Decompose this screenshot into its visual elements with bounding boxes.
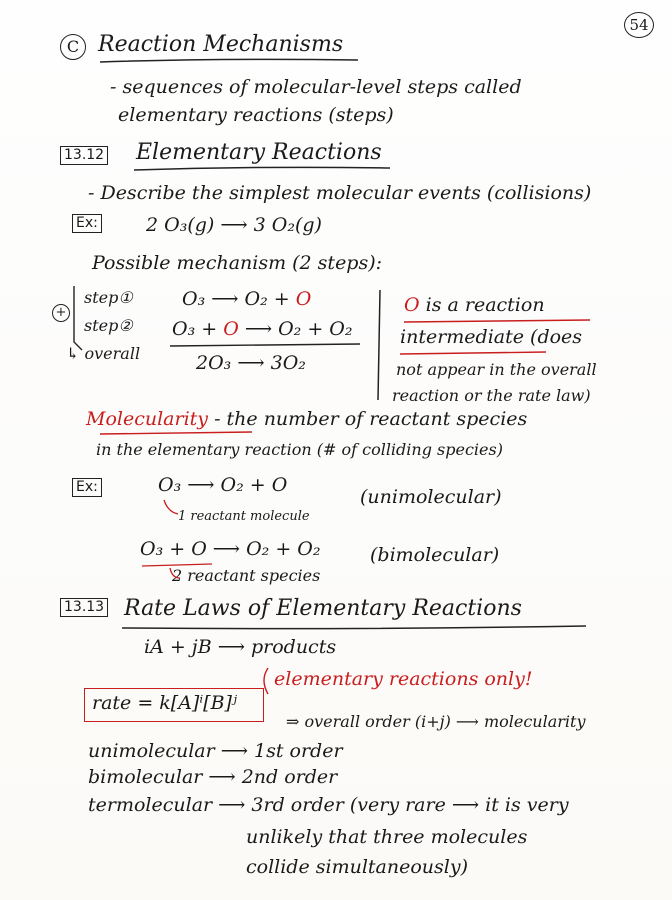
general-reaction: iA + jB ⟶ products [144,636,337,658]
unimolecular-label: (unimolecular) [360,486,502,508]
rate-law: rate = k[A]ⁱ[B]ʲ [92,692,237,714]
plus-circle-icon: + [52,304,70,322]
example-label-2: Ex: [72,478,102,497]
termolecular-order: termolecular ⟶ 3rd order (very rare ⟶ it is very [88,794,569,816]
intermediate-note-4: reaction or the rate law) [392,386,591,405]
section-heading-2: Rate Laws of Elementary Reactions [124,596,522,621]
example-reaction: 2 O₃(g) ⟶ 3 O₂(g) [146,214,322,236]
intermediate-note-3: not appear in the overall [396,360,597,379]
intermediate-note-2: intermediate (does [400,326,583,348]
termolecular-note-3: collide simultaneously) [246,856,469,878]
section-number-box: 13.12 [60,146,108,165]
unimolecular-note: 1 reactant molecule [178,509,310,524]
bimolecular-note: 2 reactant species [172,566,321,585]
section-title: Reaction Mechanisms [98,32,344,57]
page-number: 54 [624,12,654,38]
step1-label: step① [84,288,133,307]
overall-reaction: 2O₃ ⟶ 3O₂ [196,352,306,374]
order-molecularity-line: ⇒ overall order (i+j) ⟶ molecularity [286,712,586,731]
unimolecular-order: unimolecular ⟶ 1st order [88,740,343,762]
intermediate-o-1: O [295,288,312,310]
section-marker: C [60,34,86,60]
bimolecular-reaction: O₃ + O ⟶ O₂ + O₂ [140,538,321,560]
step2-label: step② [84,316,133,335]
molecularity-term: Molecularity [86,408,209,430]
bimolecular-label: (bimolecular) [370,544,500,566]
overall-label: ↳ overall [66,344,141,363]
section-number-box-2: 13.13 [60,598,108,617]
termolecular-note-2: unlikely that three molecules [246,826,528,848]
definition-line-1: - sequences of molecular-level steps called [110,76,522,98]
possible-mechanism: Possible mechanism (2 steps): [92,252,383,274]
molecularity-line: Molecularity - the number of reactant species [86,408,528,430]
molecularity-line-2: in the elementary reaction (# of colliding species) [96,440,503,459]
step2-reaction: O₃ + O ⟶ O₂ + O₂ [172,318,353,340]
intermediate-note-1: O is a reaction [404,294,545,316]
elementary-only-note: elementary reactions only! [274,668,533,690]
definition-line-2: elementary reactions (steps) [118,104,394,126]
bimolecular-order: bimolecular ⟶ 2nd order [88,766,338,788]
unimolecular-reaction: O₃ ⟶ O₂ + O [158,474,288,496]
step1-reaction: O₃ ⟶ O₂ + O [182,288,312,310]
section-heading: Elementary Reactions [136,140,382,165]
intermediate-symbol: O [404,294,420,316]
intermediate-o-2: O [223,318,239,340]
describe-line: - Describe the simplest molecular events (collisions) [88,182,592,204]
example-label: Ex: [72,214,102,233]
